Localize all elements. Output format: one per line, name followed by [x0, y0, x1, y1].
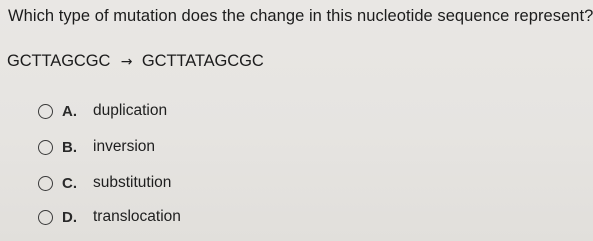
option-letter: B. [62, 138, 77, 156]
option-a[interactable] [38, 100, 167, 122]
option-letter: A. [62, 102, 77, 120]
sequence-change [7, 50, 264, 73]
radio-button-icon[interactable] [38, 140, 53, 155]
original-sequence: GCTTAGCGC [7, 52, 111, 70]
option-letter: D. [62, 208, 77, 226]
question-text: Which type of mutation does the change in this nucleotide sequence represent? [8, 7, 593, 25]
option-b[interactable] [38, 136, 155, 158]
radio-button-icon[interactable] [38, 210, 53, 225]
option-text: duplication [93, 102, 168, 119]
option-text: inversion [93, 138, 156, 155]
option-letter: C. [62, 174, 77, 192]
option-text: translocation [93, 208, 181, 225]
radio-button-icon[interactable] [38, 104, 53, 119]
mutated-sequence: GCTTATAGCGC [141, 52, 264, 70]
option-d[interactable] [38, 206, 181, 228]
option-c[interactable] [38, 172, 171, 194]
right-arrow-icon: → [120, 54, 133, 70]
radio-button-icon[interactable] [38, 176, 53, 191]
option-text: substitution [93, 174, 172, 191]
